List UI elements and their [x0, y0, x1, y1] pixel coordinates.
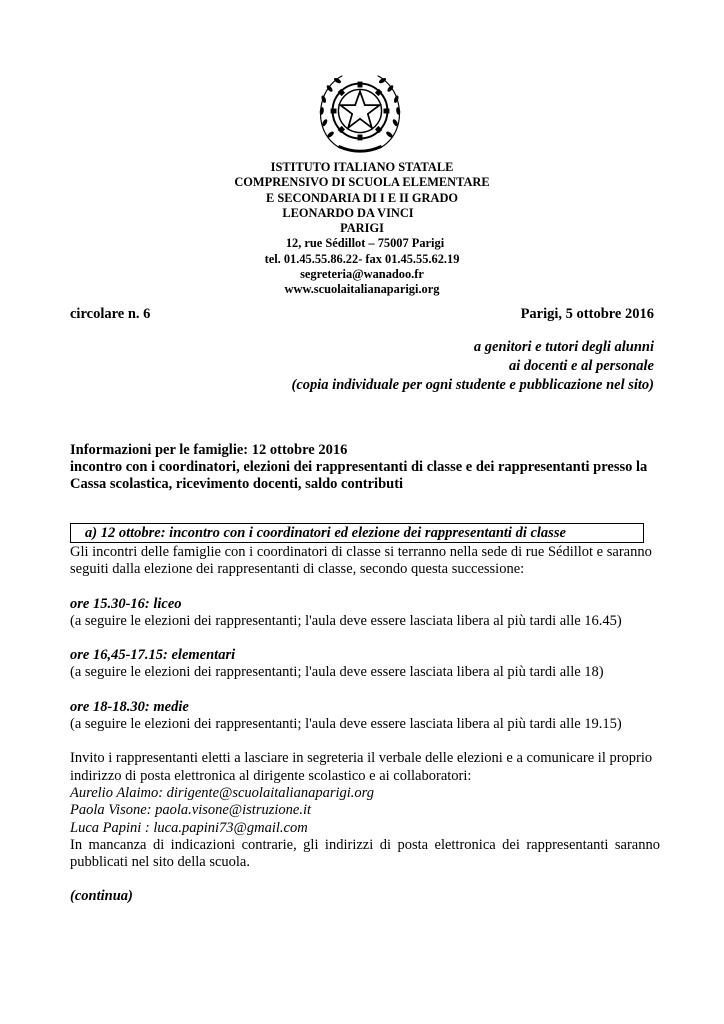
session-note: (a seguire le elezioni dei rappresentanti; l'aula deve essere lasciata libera al più tardi alle 16.45) — [70, 612, 622, 629]
subject-detail: incontro con i coordinatori, elezioni dei rappresentanti di classe e dei rappresentanti presso la Cassa scolastica, ricevimento docenti, saldo contributi — [70, 459, 648, 492]
place-date: Parigi, 5 ottobre 2016 — [520, 306, 654, 322]
header-line: COMPRENSIVO DI SCUOLA ELEMENTARE — [234, 175, 490, 190]
session-time: ore 18-18.30: medie — [70, 698, 189, 715]
recipient-line: a genitori e tutori degli alunni — [473, 339, 654, 355]
intro-paragraph: Gli incontri delle famiglie con i coordinatori di classe si terranno nella sede di rue Sédillot e saranno seguiti dalla elezione dei rappresentanti di classe, secondo questa successione: — [70, 544, 652, 578]
header-phone: tel. 01.45.55.86.22- fax 01.45.55.62.19 — [264, 251, 460, 266]
session-time: ore 16,45-17.15: elementari — [70, 647, 236, 664]
session-time: ore 15.30-16: liceo — [70, 595, 182, 612]
session-note: (a seguire le elezioni dei rappresentanti; l'aula deve essere lasciata libera al più tardi alle 19.15) — [70, 716, 622, 733]
header-email: segreteria@wanadoo.fr — [300, 267, 424, 282]
school-header — [200, 160, 524, 298]
subject-title: Informazioni per le famiglie: 12 ottobre 2016 — [70, 442, 348, 458]
contact-line: Luca Papini : luca.papini73@gmail.com — [70, 819, 308, 836]
recipients — [292, 338, 655, 395]
header-line: ISTITUTO ITALIANO STATALE — [270, 160, 454, 174]
header-line: E SECONDARIA DI I E II GRADO — [265, 190, 459, 205]
contact-line: Paola Visone: paola.visone@istruzione.it — [70, 802, 312, 819]
header-line: PARIGI — [340, 221, 384, 236]
subject — [70, 442, 660, 493]
session-note: (a seguire le elezioni dei rappresentanti; l'aula deve essere lasciata libera al più tardi alle 18) — [70, 664, 604, 681]
recipient-line: ai docenti e al personale — [509, 358, 654, 374]
republic-emblem-icon — [311, 62, 409, 160]
contact-line: Aurelio Alaimo: dirigente@scuolaitalianaparigi.org — [70, 784, 374, 801]
header-website: www.scuolaitalianaparigi.org — [284, 282, 440, 297]
invite-paragraph: Invito i rappresentanti eletti a lasciare in segreteria il verbale delle elezioni e a comunicare il proprio indirizzo di posta elettronica al dirigente scolastico e ai collaboratori: — [70, 750, 653, 784]
continued-label: (continua) — [70, 888, 133, 905]
circular-number: circolare n. 6 — [70, 306, 151, 322]
closing-paragraph: In mancanza di indicazioni contrarie, gli indirizzi di posta elettronica dei rappresentanti saranno pubblicati nel sito della scuola. — [70, 836, 660, 871]
section-a-title: a) 12 ottobre: incontro con i coordinatori ed elezione dei rappresentanti di classe — [70, 523, 644, 543]
header-address: 12, rue Sédillot – 75007 Parigi — [285, 236, 445, 251]
recipient-line: (copia individuale per ogni studente e pubblicazione nel sito) — [291, 377, 654, 393]
header-line: LEONARDO DA VINCI — [282, 205, 414, 220]
section-a-body — [70, 544, 660, 906]
